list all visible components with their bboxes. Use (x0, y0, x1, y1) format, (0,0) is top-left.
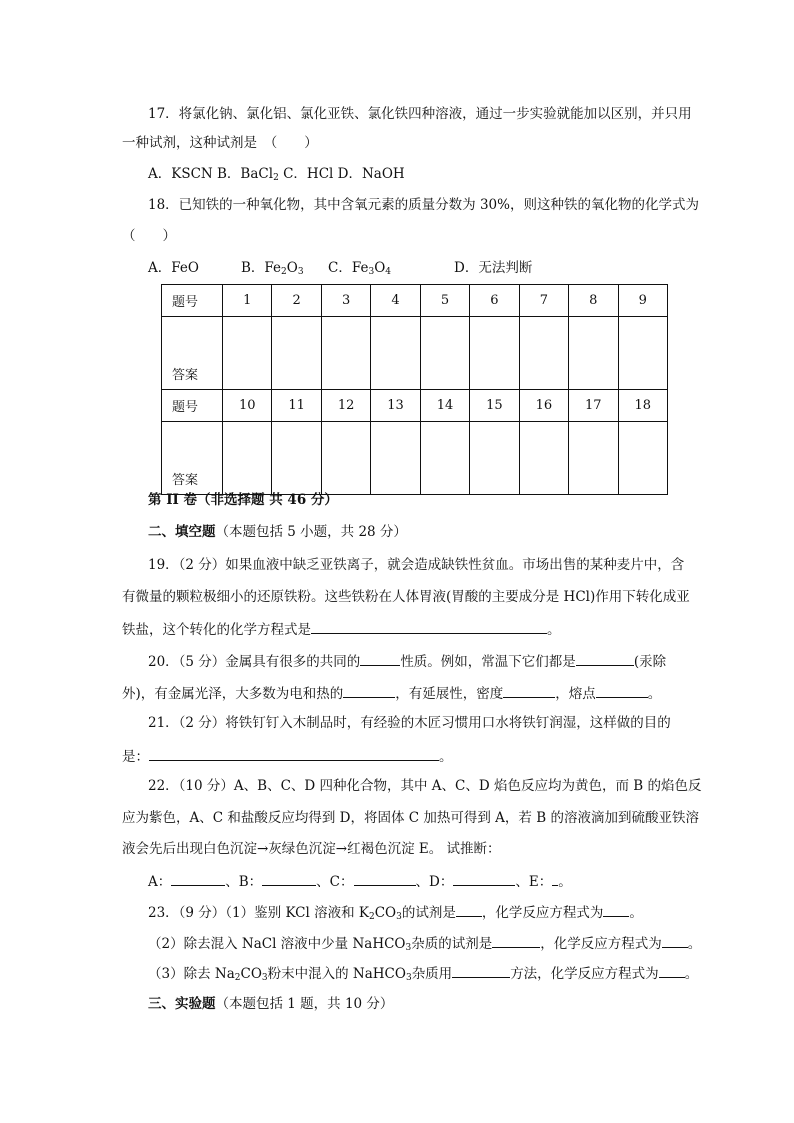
answer-cell[interactable] (371, 317, 420, 390)
answer-cell[interactable] (519, 422, 568, 495)
q20-blank-2[interactable] (576, 651, 634, 666)
q22-line3: 液会先后出现白色沉淀→灰绿色沉淀→红褐色沉淀 E。 试推断： (122, 841, 501, 857)
q23-blank-5[interactable] (452, 963, 510, 978)
section2-note: （本题包括 5 小题，共 28 分） (215, 524, 407, 540)
question-number: 4 (371, 285, 420, 317)
q23-line2-sub: 3 (405, 943, 412, 953)
q20-line2-d: 。 (647, 686, 662, 702)
q18-option-c-text: C．Fe (328, 260, 369, 276)
question-number: 11 (272, 390, 321, 422)
question-number-label: 题号 (162, 390, 223, 422)
answer-table-answer-row-1 (162, 317, 668, 390)
question-number: 2 (272, 285, 321, 317)
q18-line2: （ ） (122, 228, 176, 244)
q22-line4-end: 。 (558, 874, 572, 890)
q19-line1: 19．（2 分）如果血液中缺乏亚铁离子，就会造成缺铁性贫血。市场出售的某种麦片中，含 (148, 557, 685, 573)
q23-line2-c: ，化学反应方程式为 (540, 936, 662, 952)
q22-blank-b[interactable] (262, 871, 316, 886)
answer-table (161, 284, 668, 495)
q22-label-a: A： (148, 874, 172, 890)
q21-line1: 21．（2 分）将铁钉钉入木制品时，有经验的木匠习惯用口水将铁钉润湿，这样做的目的 (148, 715, 671, 731)
q18-option-b-sub2: 3 (297, 267, 304, 277)
q23-line3-c: 粉末中混入的 NaHCO (267, 966, 406, 982)
q22-label-d: 、D： (415, 874, 454, 890)
answer-label: 答案 (162, 317, 223, 390)
q18-option-b-mid: O (286, 260, 298, 276)
question-number: 8 (569, 285, 618, 317)
answer-label: 答案 (162, 422, 223, 495)
answer-cell[interactable] (371, 422, 420, 495)
q18-option-d: D．无法判断 (454, 260, 533, 276)
answer-cell[interactable] (618, 317, 668, 390)
q23-blank-1[interactable] (456, 902, 482, 917)
question-number: 18 (618, 390, 668, 422)
q23-line1-b: CO (374, 905, 397, 921)
q20-blank-1[interactable] (360, 651, 400, 666)
q23-line3-f: 。 (684, 966, 699, 982)
question-number: 7 (519, 285, 568, 317)
question-number: 9 (618, 285, 668, 317)
answer-cell[interactable] (223, 317, 272, 390)
question-number: 6 (470, 285, 519, 317)
answer-cell[interactable] (420, 317, 469, 390)
answer-table-number-row-2 (162, 390, 668, 422)
answer-cell[interactable] (272, 422, 321, 495)
q23-line1 (148, 902, 643, 922)
q23-line3-sub3: 3 (405, 973, 412, 983)
q20-blank-5[interactable] (596, 683, 648, 698)
question-number: 17 (569, 390, 618, 422)
q20-line1-c: (汞除 (633, 654, 667, 670)
q20-blank-4[interactable] (503, 683, 555, 698)
q20-line1-b: 性质。例如，常温下它们都是 (400, 654, 576, 670)
q23-line1-e: 。 (629, 905, 643, 921)
answer-cell[interactable] (519, 317, 568, 390)
q20-line1-a: 20．（5 分）金属具有很多的共同的 (148, 654, 361, 670)
q22-label-b: 、B： (225, 874, 263, 890)
section3-heading (148, 995, 393, 1013)
q21-answer-blank[interactable] (149, 746, 439, 761)
q23-blank-6[interactable] (659, 963, 685, 978)
q22-line1: 22．（10 分）A、B、C、D 四种化合物，其中 A、C、D 焰色反应均为黄色，而 B 的焰色反 (148, 778, 702, 794)
q18-line1: 18．已知铁的一种氧化物，其中含氧元素的质量分数为 30%，则这种铁的氧化物的化学式为 (148, 197, 699, 213)
question-number: 14 (420, 390, 469, 422)
q18-option-b-text: B．Fe (241, 260, 282, 276)
q20-line2 (122, 683, 661, 703)
q23-blank-2[interactable] (603, 902, 629, 917)
q20-line2-a: 外)，有金属光泽，大多数为电和热的 (122, 686, 344, 702)
q23-line1-sub1: 2 (368, 912, 375, 922)
q22-label-c: 、C： (316, 874, 354, 890)
part2-title: 第 II 卷（非选择题 共 46 分） (148, 492, 338, 508)
q19-line2: 有微量的颗粒极细小的还原铁粉。这些铁粉在人体胃液(胃酸的主要成分是 HCl)作用下转化成亚 (122, 589, 690, 605)
q18-option-b-sub1: 2 (281, 267, 287, 277)
q23-line3-a: （3）除去 Na (148, 966, 235, 982)
answer-cell[interactable] (618, 422, 668, 495)
answer-cell[interactable] (321, 317, 370, 390)
q22-blank-d[interactable] (453, 871, 515, 886)
q22-line2: 应为紫色，A、C 和盐酸反应均得到 D，将固体 C 加热可得到 A，若 B 的溶液滴加到硫酸亚铁溶 (122, 810, 699, 826)
q17-line1: 17．将氯化钠、氯化铝、氯化亚铁、氯化铁四种溶液，通过一步实验就能加以区别，并只用 (148, 106, 692, 122)
q17-options-text: A．KSCN B．BaCl (148, 166, 274, 182)
q17-options-sub: 2 (273, 173, 279, 183)
section2-title: 二、填空题 (148, 524, 216, 540)
q22-line4 (148, 871, 572, 891)
q23-line2-b: 杂质的试剂是 (411, 936, 493, 952)
question-number: 3 (321, 285, 370, 317)
q23-line1-d: ，化学反应方程式为 (481, 905, 604, 921)
q17-line2: 一种试剂，这种试剂是 （ ） (122, 135, 318, 151)
q18-option-c-mid: O (374, 260, 386, 276)
q23-line3-b: CO (240, 966, 262, 982)
q20-line2-b: ，有延展性，密度 (395, 686, 504, 702)
answer-cell[interactable] (470, 422, 519, 495)
question-number: 15 (470, 390, 519, 422)
q23-line3-sub1: 2 (234, 973, 241, 983)
q19-line3 (122, 619, 561, 639)
section2-heading (148, 523, 407, 541)
q18-option-c (328, 259, 391, 277)
q21-line2 (122, 746, 453, 766)
q20-line1 (148, 651, 666, 671)
answer-cell[interactable] (223, 422, 272, 495)
answer-table-number-row-1 (162, 285, 668, 317)
q23-line3-d: 杂质用 (411, 966, 453, 982)
q19-answer-blank[interactable] (311, 619, 547, 634)
section3-note: （本题包括 1 题，共 10 分） (215, 996, 394, 1012)
q23-line3-sub2: 3 (261, 973, 268, 983)
question-number: 13 (371, 390, 420, 422)
q23-line1-c: 的试剂是 (401, 905, 456, 921)
q23-line1-sub2: 3 (396, 912, 402, 922)
q22-label-e: 、E： (515, 874, 553, 890)
q18-option-c-sub1: 3 (368, 267, 375, 277)
answer-cell[interactable] (272, 317, 321, 390)
question-number-label: 题号 (162, 285, 223, 317)
q23-line2-a: （2）除去混入 NaCl 溶液中少量 NaHCO (148, 936, 406, 952)
q19-line3-text: 铁盐，这个转化的化学方程式是 (122, 622, 311, 638)
q18-option-a: A．FeO (148, 260, 199, 276)
q23-blank-4[interactable] (662, 933, 688, 948)
section3-title: 三、实验题 (148, 996, 216, 1012)
question-number: 16 (519, 390, 568, 422)
q22-blank-c[interactable] (354, 871, 416, 886)
q19-line3-end: 。 (547, 622, 561, 638)
q17-options (148, 165, 405, 183)
answer-table-answer-row-2 (162, 422, 668, 495)
q23-blank-3[interactable] (492, 933, 540, 948)
q23-line3 (148, 963, 698, 983)
q22-blank-a[interactable] (171, 871, 225, 886)
q18-option-b (241, 259, 304, 277)
answer-cell[interactable] (470, 317, 519, 390)
question-number: 12 (321, 390, 370, 422)
answer-cell[interactable] (569, 317, 618, 390)
q20-blank-3[interactable] (343, 683, 395, 698)
q23-line3-e: 方法，化学反应方程式为 (510, 966, 659, 982)
q17-options-rest: C．HCl D．NaOH (278, 166, 405, 182)
q18-option-c-sub2: 4 (385, 267, 391, 277)
q23-line1-a: 23．（9 分）（1）鉴别 KCl 溶液和 K (148, 905, 369, 921)
question-number: 1 (223, 285, 272, 317)
q21-line2-a: 是： (122, 749, 149, 765)
question-number: 5 (420, 285, 469, 317)
answer-cell[interactable] (569, 422, 618, 495)
q23-line2-d: 。 (687, 936, 702, 952)
answer-cell[interactable] (420, 422, 469, 495)
q23-line2 (148, 933, 701, 953)
question-number: 10 (223, 390, 272, 422)
q20-line2-c: ，熔点 (555, 686, 596, 702)
q21-line2-end: 。 (439, 749, 453, 765)
answer-cell[interactable] (321, 422, 370, 495)
